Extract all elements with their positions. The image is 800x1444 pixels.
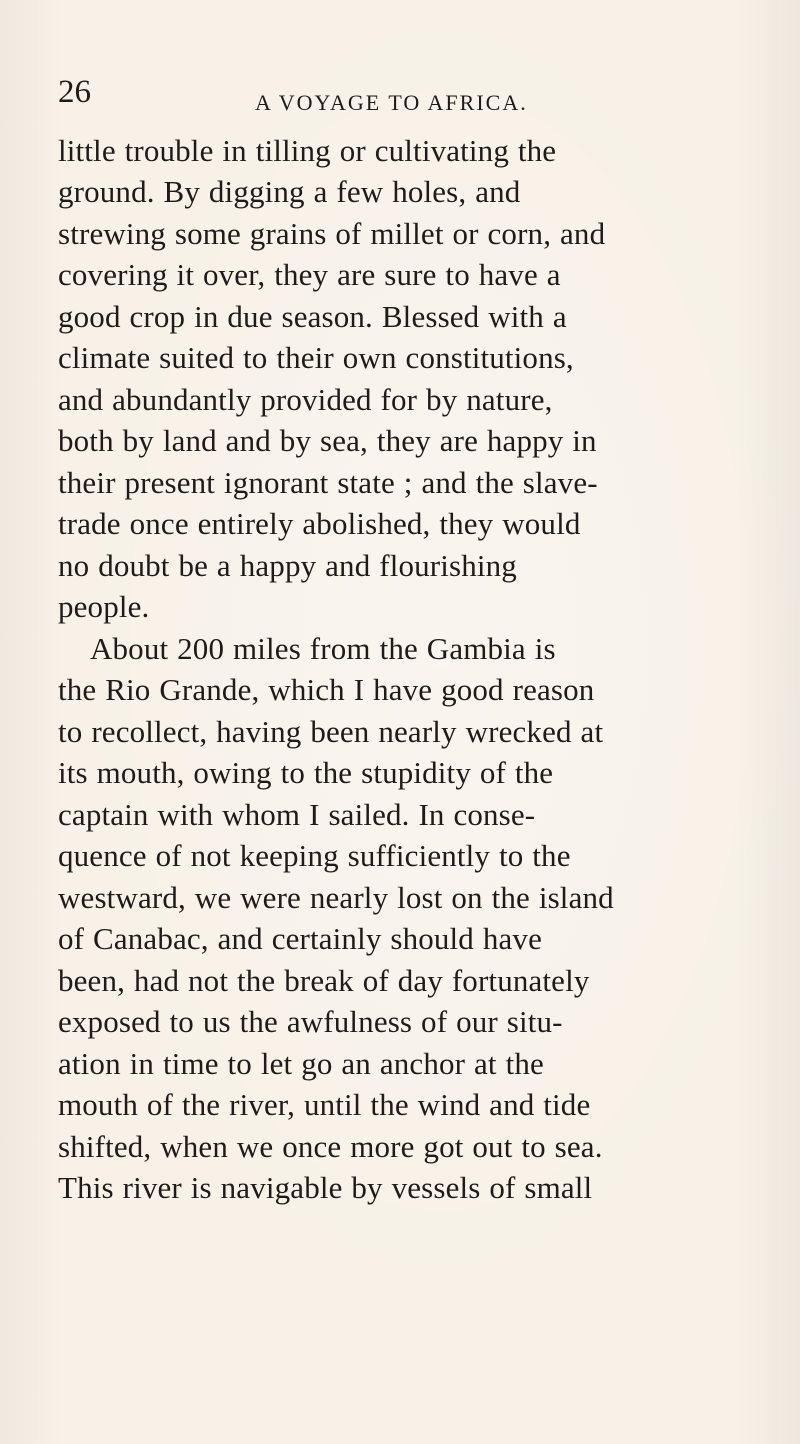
text-line: both by land and by sea, they are happy in bbox=[58, 423, 597, 458]
text-line: good crop in due season. Blessed with a bbox=[58, 299, 567, 334]
text-line: the Rio Grande, which I have good reason bbox=[58, 672, 595, 707]
text-line: to recollect, having been nearly wrecked at bbox=[58, 714, 604, 749]
text-line: ground. By digging a few holes, and bbox=[58, 174, 521, 209]
text-line: its mouth, owing to the stupidity of the bbox=[58, 755, 554, 790]
text-line: people. bbox=[58, 589, 150, 624]
text-line: climate suited to their own constitutions, bbox=[58, 340, 574, 375]
page-header bbox=[58, 74, 738, 122]
text-line: westward, we were nearly lost on the island bbox=[58, 880, 614, 915]
text-line: captain with whom I sailed. In conse- bbox=[58, 797, 536, 832]
text-line: little trouble in tilling or cultivating the bbox=[58, 133, 557, 168]
text-line: quence of not keeping sufficiently to the bbox=[58, 838, 571, 873]
text-line: covering it over, they are sure to have a bbox=[58, 257, 561, 292]
text-line: ation in time to let go an anchor at the bbox=[58, 1046, 544, 1081]
text-line: This river is navigable by vessels of small bbox=[58, 1170, 593, 1205]
text-line: trade once entirely abolished, they would bbox=[58, 506, 581, 541]
page-number: 26 bbox=[58, 74, 91, 110]
text-line: no doubt be a happy and flourishing bbox=[58, 548, 517, 583]
text-line: been, had not the break of day fortunately bbox=[58, 963, 590, 998]
text-line: shifted, when we once more got out to sea. bbox=[58, 1129, 603, 1164]
text-line: and abundantly provided for by nature, bbox=[58, 382, 553, 417]
text-line: of Canabac, and certainly should have bbox=[58, 921, 542, 956]
paragraph-start-line: About 200 miles from the Gambia is bbox=[90, 631, 556, 666]
running-head: A VOYAGE TO AFRICA. bbox=[255, 90, 528, 115]
text-line: mouth of the river, until the wind and tide bbox=[58, 1087, 591, 1122]
text-line: strewing some grains of millet or corn, and bbox=[58, 216, 606, 251]
text-line: their present ignorant state ; and the slave- bbox=[58, 465, 598, 500]
text-line: exposed to us the awfulness of our situ- bbox=[58, 1004, 563, 1039]
